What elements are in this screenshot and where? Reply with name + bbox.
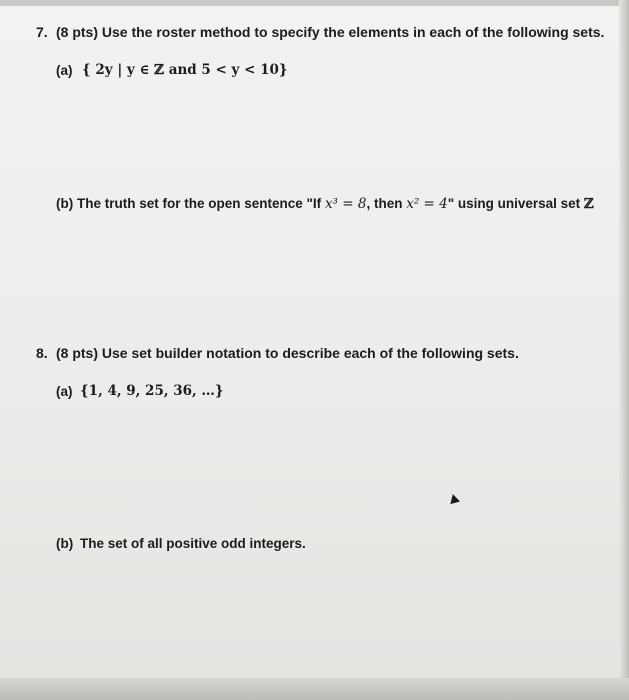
mouse-pointer-icon	[448, 493, 460, 504]
q7b-eq2: x² = 4	[406, 196, 448, 212]
q7b-text-mid: , then	[366, 196, 407, 211]
q7b-text-before: The truth set for the open sentence "If	[77, 196, 325, 211]
q8b-label: (b)	[56, 536, 74, 551]
q8a-set: {1, 4, 9, 25, 36, …}	[80, 383, 224, 399]
q7-prompt: (8 pts) Use the roster method to specify the elements in each of the following sets.	[56, 24, 605, 40]
q7b-eq1: x³ = 8	[324, 196, 367, 212]
q7-number: 7.	[36, 24, 48, 40]
q7b-universal-set: ℤ	[583, 196, 594, 212]
q7b-text-after: " using universal set	[447, 196, 584, 211]
q7a-label: (a)	[56, 63, 73, 78]
q8-number: 8.	[36, 345, 48, 361]
photo-edge-bottom	[0, 678, 629, 700]
q8b-text: The set of all positive odd integers.	[80, 536, 306, 551]
q7a-set: { 2y | y ∈ ℤ and 5 < y < 10}	[82, 62, 288, 78]
q8-prompt: (8 pts) Use set builder notation to describe each of the following sets.	[56, 345, 519, 361]
q7b-label: (b)	[56, 196, 74, 211]
photo-edge-top	[0, 0, 629, 6]
q8a-label: (a)	[56, 384, 73, 399]
photo-edge-right	[619, 0, 629, 700]
q7b-text	[77, 196, 594, 212]
